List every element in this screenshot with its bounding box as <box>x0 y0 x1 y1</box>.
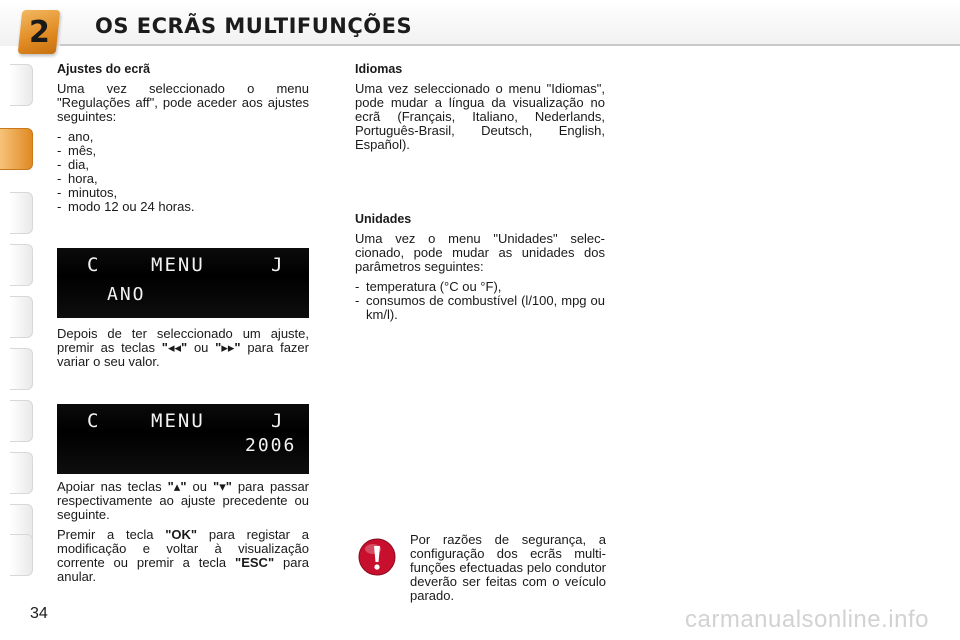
key-rewind-label: "◂◂" <box>161 340 188 355</box>
side-tab[interactable] <box>10 296 33 338</box>
side-tab[interactable] <box>10 348 33 390</box>
section-heading-units: Unidades <box>355 212 412 226</box>
text-run: para anular. <box>57 555 310 584</box>
list-item: - modo 12 ou 24 horas. <box>57 200 309 214</box>
lcd-display-year <box>57 248 309 318</box>
lcd-bracket-left: C <box>87 410 101 432</box>
page-title: OS ECRÃS MULTIFUNÇÕES <box>95 14 413 38</box>
text-run: ou <box>187 340 216 355</box>
page-number: 34 <box>30 605 48 622</box>
text-run: ou <box>186 479 214 494</box>
section-heading-screen-settings: Ajustes do ecrã <box>57 62 151 76</box>
side-tab[interactable] <box>10 244 33 286</box>
left-column <box>57 62 309 220</box>
section-heading-languages: Idiomas <box>355 62 403 76</box>
navigate-confirm-paragraphs <box>57 480 309 590</box>
side-tab[interactable] <box>10 400 33 442</box>
text-run: Apoiar nas teclas <box>57 479 168 494</box>
lcd-menu-label: MENU <box>151 410 205 432</box>
units-list <box>355 280 605 322</box>
middle-column <box>355 62 605 158</box>
chapter-badge <box>18 10 61 54</box>
chapter-number: 2 <box>28 14 50 50</box>
screen-settings-intro: Uma vez seleccionado o menu "Regulações aff", pode aceder aos ajustes seguintes: <box>57 81 309 124</box>
text-run: para registar a modificação e voltar à visualização corrente ou premir a tecla <box>57 527 309 570</box>
side-tab-active[interactable] <box>0 128 33 170</box>
lcd-bracket-left: C <box>87 254 101 276</box>
key-up-label: "▴" <box>167 479 187 494</box>
languages-text: Uma vez seleccionado o menu "Idiomas", pode mudar a língua da visualização no ecrã (Français, Italiano, Nederlands, Português-Brasil, Deutsch, English, Español). <box>355 81 605 152</box>
list-item: - hora, <box>57 172 309 186</box>
warning-exclamation-icon <box>358 538 396 576</box>
list-item: - ano, <box>57 130 309 144</box>
chapter-side-tabs <box>0 64 34 576</box>
lcd-bracket-right: J <box>271 410 285 432</box>
key-ok-label: "OK" <box>165 527 198 542</box>
text-run: para passar respectivamente ao ajuste precedente ou seguinte. <box>57 479 310 522</box>
units-section <box>355 212 605 328</box>
header-rule <box>60 44 960 46</box>
confirm-text <box>57 528 309 584</box>
adjust-value-text <box>57 327 309 369</box>
key-forward-label: "▸▸" <box>215 340 241 355</box>
key-esc-label: "ESC" <box>235 555 275 570</box>
lcd-bracket-right: J <box>271 254 285 276</box>
lcd-value: 2006 <box>245 435 297 456</box>
side-tab[interactable] <box>10 534 33 576</box>
side-tab[interactable] <box>10 192 33 234</box>
screen-settings-list <box>57 130 309 214</box>
navigate-text <box>57 480 309 522</box>
adjust-value-paragraph <box>57 327 309 369</box>
lcd-value: ANO <box>107 284 146 305</box>
lcd-menu-label: MENU <box>151 254 205 276</box>
text-run: Premir a tecla <box>57 527 166 542</box>
side-tab[interactable] <box>10 452 33 494</box>
list-item: - minutos, <box>57 186 309 200</box>
watermark: carmanualsonline.info <box>685 606 929 633</box>
units-text: Uma vez o menu "Unidades" selec-cionado, pode mudar as unidades dos parâmetros seguintes: <box>355 231 605 274</box>
text-run: para fazer variar o seu valor. <box>57 340 309 369</box>
lcd-display-2006 <box>57 404 309 474</box>
list-item: - dia, <box>57 158 309 172</box>
list-item: - temperatura (°C ou °F), <box>355 280 605 294</box>
list-item: - mês, <box>57 144 309 158</box>
list-item: - consumos de combustível (l/100, mpg ou km/l). <box>355 294 605 322</box>
text-run: Depois de ter seleccionado um ajuste, premir as teclas <box>57 326 309 355</box>
key-down-label: "▾" <box>213 479 232 494</box>
side-tab[interactable] <box>10 64 33 106</box>
safety-note: Por razões de segurança, a configuração dos ecrãs multi-funções efectuadas pelo condutor deverão ser feitas com o veículo parado. <box>410 532 606 603</box>
